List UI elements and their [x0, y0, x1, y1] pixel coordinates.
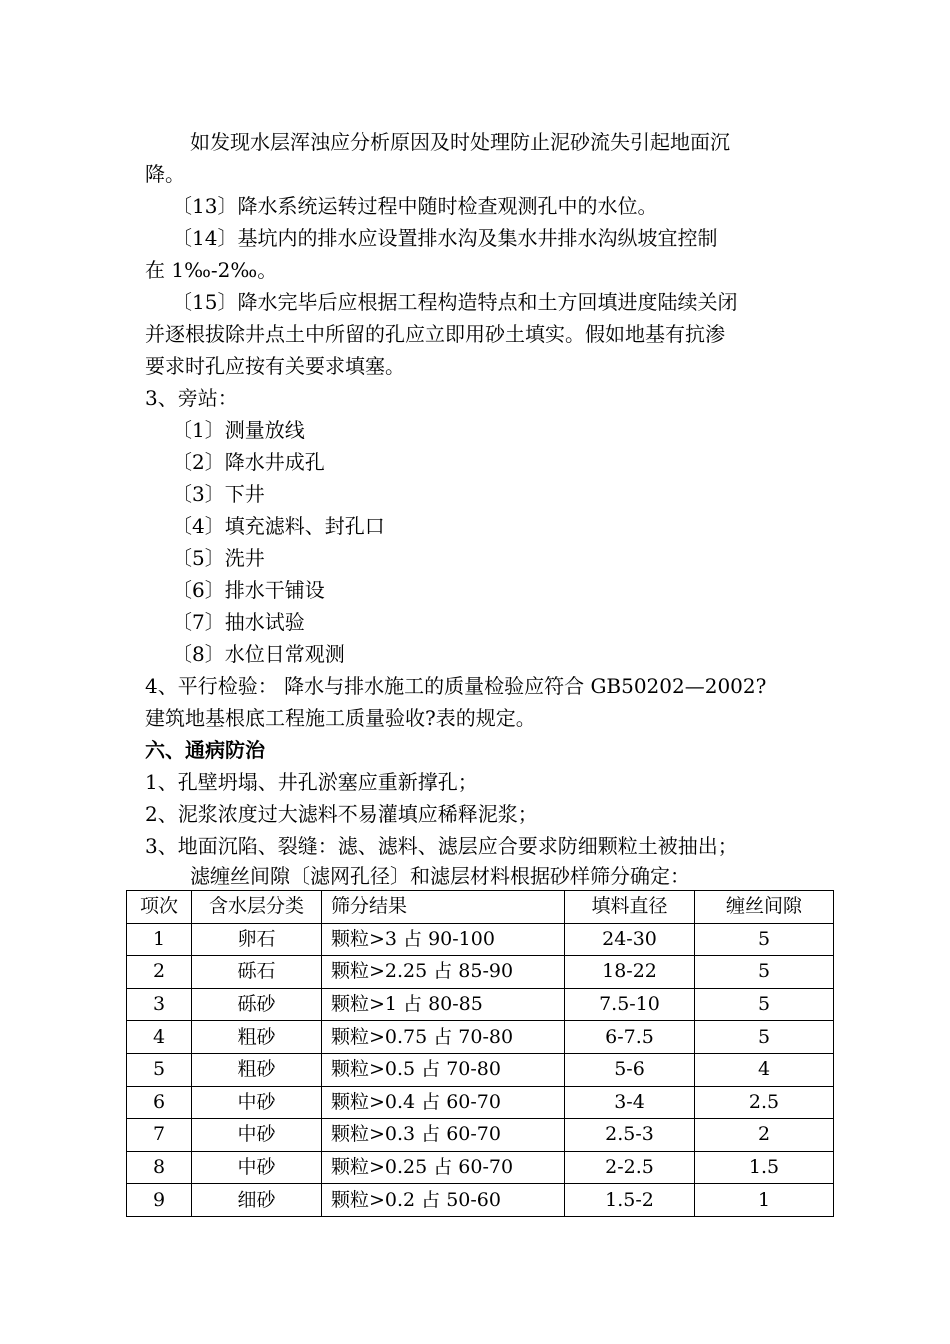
table-cell: 颗粒>0.2 占 50-60 [322, 1184, 565, 1217]
table-cell: 2 [127, 956, 192, 989]
list-item: 1、孔壁坍塌、井孔淤塞应重新撑孔； [145, 770, 478, 794]
list-item: 〔5〕洗井 [172, 546, 265, 570]
list-item: 3、地面沉陷、裂缝：滤、滤料、滤层应合要求防细颗粒土被抽出； [145, 834, 738, 858]
paragraph-line: 建筑地基根底工程施工质量验收?表的规定。 [145, 706, 536, 730]
paragraph-line: 〔13〕降水系统运转过程中随时检查观测孔中的水位。 [172, 194, 658, 218]
table-cell: 1 [695, 1184, 834, 1217]
section-heading: 3、旁站： [145, 386, 238, 410]
table-cell: 5 [127, 1053, 192, 1086]
table-cell: 9 [127, 1184, 192, 1217]
table-cell: 中砂 [192, 1119, 322, 1152]
table-cell: 2 [695, 1119, 834, 1152]
table-row [127, 1151, 834, 1184]
filter-spec-table [126, 890, 834, 1217]
table-cell: 4 [695, 1053, 834, 1086]
paragraph-line: 如发现水层浑浊应分析原因及时处理防止泥砂流失引起地面沉 [190, 130, 730, 154]
table-cell: 细砂 [192, 1184, 322, 1217]
table-cell: 粗砂 [192, 1021, 322, 1054]
list-item: 〔7〕抽水试验 [172, 610, 305, 634]
paragraph-line: 并逐根拔除井点土中所留的孔应立即用砂土填实。假如地基有抗渗 [145, 322, 725, 346]
paragraph-line: 在 1‰-2‰。 [145, 258, 278, 282]
table-cell: 5 [695, 988, 834, 1021]
table-cell: 1 [127, 923, 192, 956]
table-row [127, 1086, 834, 1119]
paragraph-line: 〔14〕基坑内的排水应设置排水沟及集水井排水沟纵坡宜控制 [172, 226, 718, 250]
header-cell: 缠丝间隙 [695, 891, 834, 924]
table-caption: 滤缠丝间隙〔滤网孔径〕和滤层材料根据砂样筛分确定： [190, 864, 690, 888]
section-title: 六、通病防治 [145, 738, 265, 762]
table-cell: 颗粒>2.25 占 85-90 [322, 956, 565, 989]
table-cell: 颗粒>1 占 80-85 [322, 988, 565, 1021]
header-cell: 填料直径 [565, 891, 695, 924]
table-cell: 7 [127, 1119, 192, 1152]
table-cell: 6-7.5 [565, 1021, 695, 1054]
table-cell: 5-6 [565, 1053, 695, 1086]
list-item: 〔3〕下井 [172, 482, 265, 506]
table-cell: 中砂 [192, 1151, 322, 1184]
header-cell: 项次 [127, 891, 192, 924]
header-cell: 筛分结果 [322, 891, 565, 924]
table-cell: 颗粒>0.75 占 70-80 [322, 1021, 565, 1054]
table-cell: 5 [695, 1021, 834, 1054]
table-cell: 2-2.5 [565, 1151, 695, 1184]
table-cell: 颗粒>0.3 占 60-70 [322, 1119, 565, 1152]
table-row [127, 923, 834, 956]
table-cell: 5 [695, 956, 834, 989]
table-cell: 3-4 [565, 1086, 695, 1119]
table-cell: 1.5 [695, 1151, 834, 1184]
table-cell: 24-30 [565, 923, 695, 956]
paragraph-line: 要求时孔应按有关要求填塞。 [145, 354, 405, 378]
table-cell: 3 [127, 988, 192, 1021]
table-cell: 砾砂 [192, 988, 322, 1021]
table-cell: 6 [127, 1086, 192, 1119]
table-cell: 1.5-2 [565, 1184, 695, 1217]
table-cell: 卵石 [192, 923, 322, 956]
table-cell: 颗粒>3 占 90-100 [322, 923, 565, 956]
table-cell: 粗砂 [192, 1053, 322, 1086]
list-item: 〔4〕填充滤料、封孔口 [172, 514, 385, 538]
table-header-row [127, 891, 834, 924]
table-cell: 8 [127, 1151, 192, 1184]
paragraph-line: 降。 [145, 162, 185, 186]
table-row [127, 1119, 834, 1152]
table-row [127, 1021, 834, 1054]
list-item: 〔2〕降水井成孔 [172, 450, 325, 474]
table-cell: 中砂 [192, 1086, 322, 1119]
list-item: 〔6〕排水干铺设 [172, 578, 325, 602]
table-row [127, 1053, 834, 1086]
list-item: 〔1〕测量放线 [172, 418, 305, 442]
paragraph-line: 〔15〕降水完毕后应根据工程构造特点和土方回填进度陆续关闭 [172, 290, 738, 314]
list-item: 2、泥浆浓度过大滤料不易灌填应稀释泥浆； [145, 802, 538, 826]
table-row [127, 988, 834, 1021]
table-cell: 颗粒>0.4 占 60-70 [322, 1086, 565, 1119]
table-cell: 颗粒>0.5 占 70-80 [322, 1053, 565, 1086]
table-cell: 4 [127, 1021, 192, 1054]
table-cell: 2.5-3 [565, 1119, 695, 1152]
table-cell: 5 [695, 923, 834, 956]
header-cell: 含水层分类 [192, 891, 322, 924]
table-cell: 18-22 [565, 956, 695, 989]
table-cell: 2.5 [695, 1086, 834, 1119]
paragraph-line: 4、平行检验： 降水与排水施工的质量检验应符合 GB50202—2002? [145, 674, 767, 698]
list-item: 〔8〕水位日常观测 [172, 642, 345, 666]
table-row [127, 1184, 834, 1217]
table-cell: 颗粒>0.25 占 60-70 [322, 1151, 565, 1184]
table-cell: 砾石 [192, 956, 322, 989]
table-cell: 7.5-10 [565, 988, 695, 1021]
table-row [127, 956, 834, 989]
